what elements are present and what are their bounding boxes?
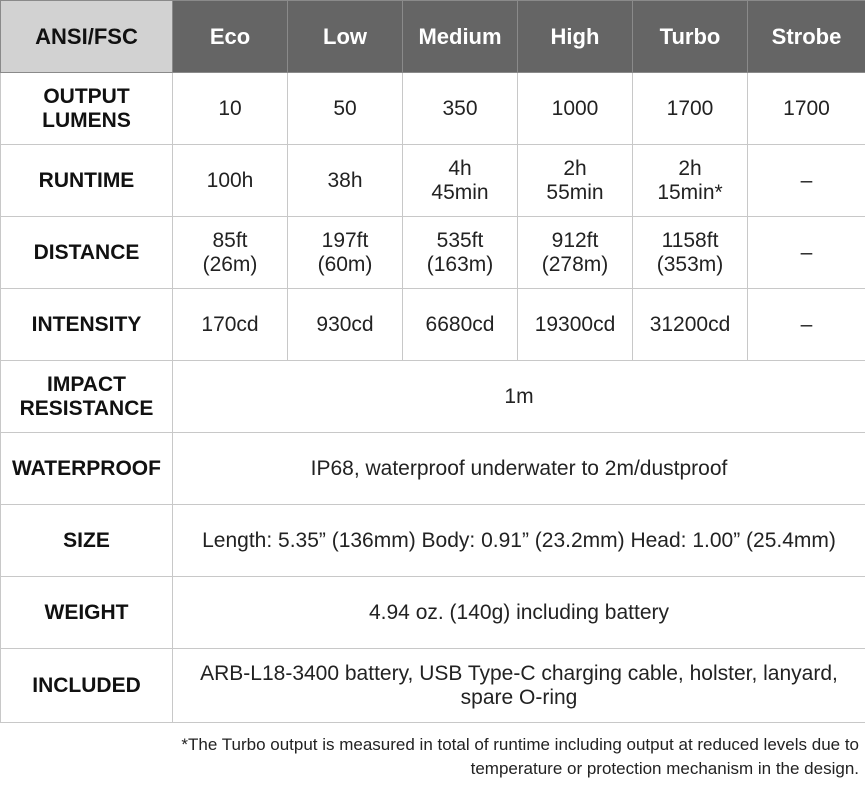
row-included: [1, 649, 865, 723]
value-cell: [403, 145, 518, 217]
value-cell: [288, 73, 403, 145]
label-line: SIZE: [63, 528, 110, 552]
footnote: [0, 723, 865, 781]
value-line: 31200cd: [649, 312, 731, 336]
value-cell: [518, 289, 633, 361]
label-line: DISTANCE: [33, 240, 140, 264]
row-intensity: [1, 289, 865, 361]
label-line: RUNTIME: [38, 168, 135, 192]
label-line: INTENSITY: [31, 312, 142, 336]
label-line: WATERPROOF: [12, 456, 161, 480]
value-line: ARB-L18-3400 battery, USB Type-C charging cable, holster, lanyard,: [200, 661, 838, 685]
value-line: 1000: [551, 96, 599, 120]
value-cell: [173, 145, 288, 217]
row-label: [1, 73, 173, 145]
row-label: [1, 505, 173, 577]
value-line: 2h: [563, 156, 587, 180]
value-cell: [633, 145, 748, 217]
row-waterproof: [1, 433, 865, 505]
value-cell: [748, 217, 865, 289]
value-line: IP68, waterproof underwater to 2m/dustproof: [310, 456, 728, 480]
value-line: (60m): [317, 252, 373, 276]
value-cell: [403, 73, 518, 145]
value-line: 15min*: [657, 180, 723, 204]
value-line: –: [800, 240, 813, 264]
label-line: WEIGHT: [44, 600, 129, 624]
row-impact: [1, 361, 865, 433]
value-line: (278m): [541, 252, 609, 276]
value-line: 19300cd: [534, 312, 616, 336]
footnote-line: temperature or protection mechanism in the design.: [470, 759, 859, 778]
row-size: [1, 505, 865, 577]
value-line: Length: 5.35” (136mm) Body: 0.91” (23.2mm) Head: 1.00” (25.4mm): [202, 528, 836, 552]
mode-header-turbo: Turbo: [633, 1, 748, 73]
value-cell: [633, 289, 748, 361]
value-line: 38h: [327, 168, 363, 192]
value-cell: [633, 73, 748, 145]
value-line: 350: [442, 96, 478, 120]
value-cell: [518, 73, 633, 145]
row-label: [1, 361, 173, 433]
value-cell: [288, 145, 403, 217]
mode-header-high: High: [518, 1, 633, 73]
value-cell-wide: [173, 577, 865, 649]
value-cell: [403, 217, 518, 289]
value-line: 1700: [783, 96, 830, 120]
label-line: INCLUDED: [32, 673, 141, 697]
value-cell: [173, 217, 288, 289]
label-line: LUMENS: [42, 108, 131, 132]
value-cell: [748, 145, 865, 217]
value-line: 50: [333, 96, 357, 120]
value-cell: [288, 289, 403, 361]
value-line: 55min: [546, 180, 604, 204]
mode-header-eco: Eco: [173, 1, 288, 73]
value-line: spare O-ring: [460, 685, 578, 709]
value-cell-wide: [173, 649, 865, 723]
value-line: 1m: [504, 384, 534, 408]
label-line: OUTPUT: [43, 84, 130, 108]
value-cell: [748, 289, 865, 361]
value-line: (26m): [202, 252, 258, 276]
value-line: 2h: [678, 156, 702, 180]
row-label: [1, 289, 173, 361]
value-line: –: [800, 312, 813, 336]
row-label: [1, 577, 173, 649]
mode-header-medium: Medium: [403, 1, 518, 73]
value-cell: [288, 217, 403, 289]
value-cell: [633, 217, 748, 289]
value-line: 1700: [666, 96, 714, 120]
value-line: 912ft: [551, 228, 599, 252]
value-line: 10: [218, 96, 242, 120]
value-line: (163m): [426, 252, 494, 276]
corner-header: ANSI/FSC: [1, 1, 173, 73]
value-cell: [518, 145, 633, 217]
row-runtime: [1, 145, 865, 217]
value-line: (353m): [656, 252, 724, 276]
value-cell: [173, 289, 288, 361]
row-distance: [1, 217, 865, 289]
value-line: 930cd: [316, 312, 374, 336]
value-line: 4h: [448, 156, 472, 180]
value-cell-wide: [173, 505, 865, 577]
value-line: 1158ft: [661, 228, 719, 252]
value-line: 4.94 oz. (140g) including battery: [368, 600, 670, 624]
row-label: [1, 649, 173, 723]
row-label: [1, 217, 173, 289]
value-line: 45min: [431, 180, 489, 204]
value-cell: [748, 73, 865, 145]
value-line: –: [800, 168, 813, 192]
value-line: 100h: [206, 168, 254, 192]
row-output: [1, 73, 865, 145]
mode-header-low: Low: [288, 1, 403, 73]
mode-header-strobe: Strobe: [748, 1, 865, 73]
value-line: 535ft: [436, 228, 484, 252]
value-cell: [518, 217, 633, 289]
header-row: [1, 1, 865, 73]
value-line: 170cd: [201, 312, 259, 336]
value-cell: [173, 73, 288, 145]
row-weight: [1, 577, 865, 649]
value-cell: [403, 289, 518, 361]
row-label: [1, 145, 173, 217]
value-line: 85ft: [212, 228, 248, 252]
row-label: [1, 433, 173, 505]
label-line: IMPACT: [47, 372, 126, 396]
value-line: 6680cd: [425, 312, 495, 336]
value-cell-wide: [173, 361, 865, 433]
value-line: 197ft: [321, 228, 369, 252]
label-line: RESISTANCE: [19, 396, 154, 420]
footnote-line: *The Turbo output is measured in total of runtime including output at reduced levels due to: [181, 735, 859, 754]
value-cell-wide: [173, 433, 865, 505]
